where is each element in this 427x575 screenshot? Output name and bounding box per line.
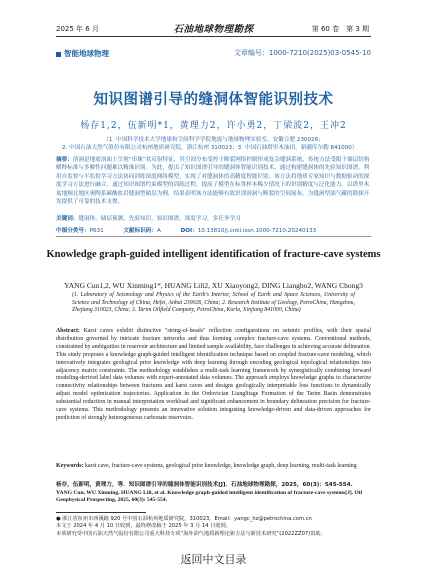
- keywords-en-label: Keywords:: [56, 463, 84, 469]
- authors-chinese: 杨存1,2，伍新明*1，黄理力2，许小勇2，丁梁波2，王冲2: [80, 121, 347, 131]
- article-number: 文章编号：1000-7210(2025)03-0545-10: [233, 49, 371, 57]
- footnote-2: 本文于 2024 年 4 月 10 日收到，最终修改稿于 2025 年 3 月 14 日收到。: [56, 523, 231, 530]
- citation-en-authors: YANG Cun, WU Xinming, HUANG Lili, et al.: [56, 489, 166, 496]
- doi-value: 10.13810/j.cnki.issn.1000-7210.20240133: [197, 228, 317, 234]
- abstract-english: [56, 328, 371, 423]
- doi-field: [181, 228, 317, 234]
- classification-row: [56, 226, 371, 234]
- title-english: Knowledge graph-guided intelligent identification of fracture-cave systems: [46, 249, 381, 260]
- affiliation-cn-1: （1. 中国科学技术大学地球和空间科学学院地震与地球物理实验室，安徽合肥 230026；: [103, 137, 324, 143]
- affiliations-english: (1. Laboratory of Seismology and Physics of the Earth's Interior, School of Earth and Space Sciences, University of Science and Technology of China, Hefei, Anhui 230026, China; 2. Research Institute of Geology, PetroChina, Hangzhou, Zhejiang 310023, China; 3. Tarim Oilfield Company, PetroChina, Korla, Xinjiang 841000, China): [72, 292, 355, 314]
- header-rule: [56, 36, 371, 37]
- abstract-en-text: Karst caves exhibit distinctive "string-of-beads" reflection configurations on seismic profiles, with their spatial distribution governed by intricate fracture networks and thus forming complex fracture-cave systems. Conventional methods, constrained by ambiguities in reservoir architecture and limited sample availability, face challenges in achieving accurate delineation. This study proposes a knowledge graph-guided intelligent identification technique based on coupled fracture-cave modeling, which innovatively integrates geological prior knowledge with deep learning through encoding geological topological relationships into adjacency matrix constraints. The methodology establishes a multi-task learning framework by synergistically combining forward modeling-derived label data volumes with expert-annotated data volumes. The approach employs knowledge graphs to characterize connectivity relationships between fractures and karst caves and designs geologically interpretable loss functions to dynamically adjust model optimization trajectories. Application in the Ordovician Lianglitage Formation of the Tarim Basin demonstrates substantial reduction in manual interpretation workload and significant enhancement in boundary delineation precision for fracture-cave systems. This methodology presents an innovative solution integrating knowledge-driven and data-driven approaches for prediction of strongly heterogeneous carbonate reservoirs.: [56, 328, 371, 421]
- citation-cn-authors: 杨存，伍新明，黄理力，等．: [56, 482, 129, 488]
- authors-english: YANG Cun1,2, WU Xinming1*, HUANG Lili2, XU Xiaoyong2, DING Liangbo2, WANG Chong3: [64, 281, 363, 290]
- keywords-chinese: [56, 214, 371, 222]
- doc-code-value: A: [157, 228, 161, 234]
- footnotes: [56, 516, 376, 538]
- section-bullet-icon: [56, 52, 61, 57]
- back-to-contents-link[interactable]: 返回中文目录: [180, 553, 247, 566]
- keywords-english: [56, 463, 371, 471]
- doc-code-field: [123, 228, 160, 234]
- section-label-text: 智能地球物理: [64, 49, 109, 58]
- footnote-3: 本项研究受中国石油天然气股份有限公司重大科技专项“海外油气地质新理论新方法与新技术研究”(2022ZZ07)资助。: [56, 530, 326, 537]
- abstract-cn-label: 摘要：: [56, 157, 73, 163]
- abstract-cn-text: 溶洞是地震剖面上呈现“串珠”状反射特征，其空间分布受控于断裂网络控制形成复杂缝洞系统，传统方法受限于储层结构解释标准与多解性问题难以精准识别。为此，提出了知识图谱引导的缝洞体智能识别技术，通过构建缝洞体的先验知识图谱，利用自监督与半监督学习方法协同训练深度网络模型，实现了对缝洞体的高精度智能识别。该方法将地质专家知识与数据驱动的深度学习方法进行融合，通过知识图谱约束模型的训练过程，提高了模型在标签样本稀少情况下的识别精度与泛化能力。以塔里木盆地顺北地区奥陶系碳酸盐岩缝洞型储层为例，结果表明该方法能够有效识别溶洞与断裂的空间展布，为缝洞型油气藏的勘探开发提供了可靠的技术支撑。: [56, 157, 370, 206]
- journal-name: 石油地球物理勘探: [173, 24, 254, 35]
- section-label: [56, 48, 109, 59]
- abstract-en-label: Abstract:: [56, 328, 80, 334]
- doc-code-label: 文献标识码：: [123, 228, 157, 234]
- affiliation-cn-2: 2. 中国石油天然气股份有限公司杭州地质研究院，浙江杭州 310023；3. 中国石油塔里木油田，新疆库尔勒 841000）: [62, 145, 358, 151]
- citation-cn: [56, 482, 371, 490]
- citation: [56, 482, 371, 505]
- header-volume: 第 60 卷 第 3 期: [311, 25, 369, 33]
- citation-en-text: Knowledge graph-guided intelligent identification of fracture-cave systems[J]. Oil Geophysical Prospecting, 2025, 60(3): 545-554.: [56, 489, 363, 504]
- keywords-cn-text: 缝洞体，储层预测，先验知识，知识图谱，深度学习，多任务学习: [78, 216, 241, 222]
- clc-value: P631: [89, 228, 104, 234]
- clc-label: 中图分类号：: [56, 228, 90, 234]
- title-chinese: 知识图谱引导的缝洞体智能识别技术: [93, 92, 334, 108]
- abstract-chinese: [56, 156, 371, 206]
- header-date: 2025 年 6 月: [56, 25, 99, 33]
- section-divider: [56, 236, 371, 237]
- footnote-1: ● 浙江省杭州市西溪路 920 号中国石油杭州地质研究院，310023。Email：yangc_hz@petrochina.com.cn: [56, 516, 312, 522]
- keywords-cn-label: 关键词：: [56, 216, 79, 222]
- clc-field: [56, 228, 104, 234]
- citation-en: [56, 490, 371, 505]
- keywords-en-text: karst cave, fracture-cave systems, geological prior knowledge, knowledge graph, deep learning, multi-task learning: [84, 463, 357, 469]
- footnote-rule: [56, 512, 146, 513]
- citation-cn-text: 知识图谱引导的缝洞体智能识别技术[J]．石油地球物理勘探，2025，60(3)：545-554.: [128, 482, 353, 488]
- doi-label: DOI：: [180, 228, 198, 234]
